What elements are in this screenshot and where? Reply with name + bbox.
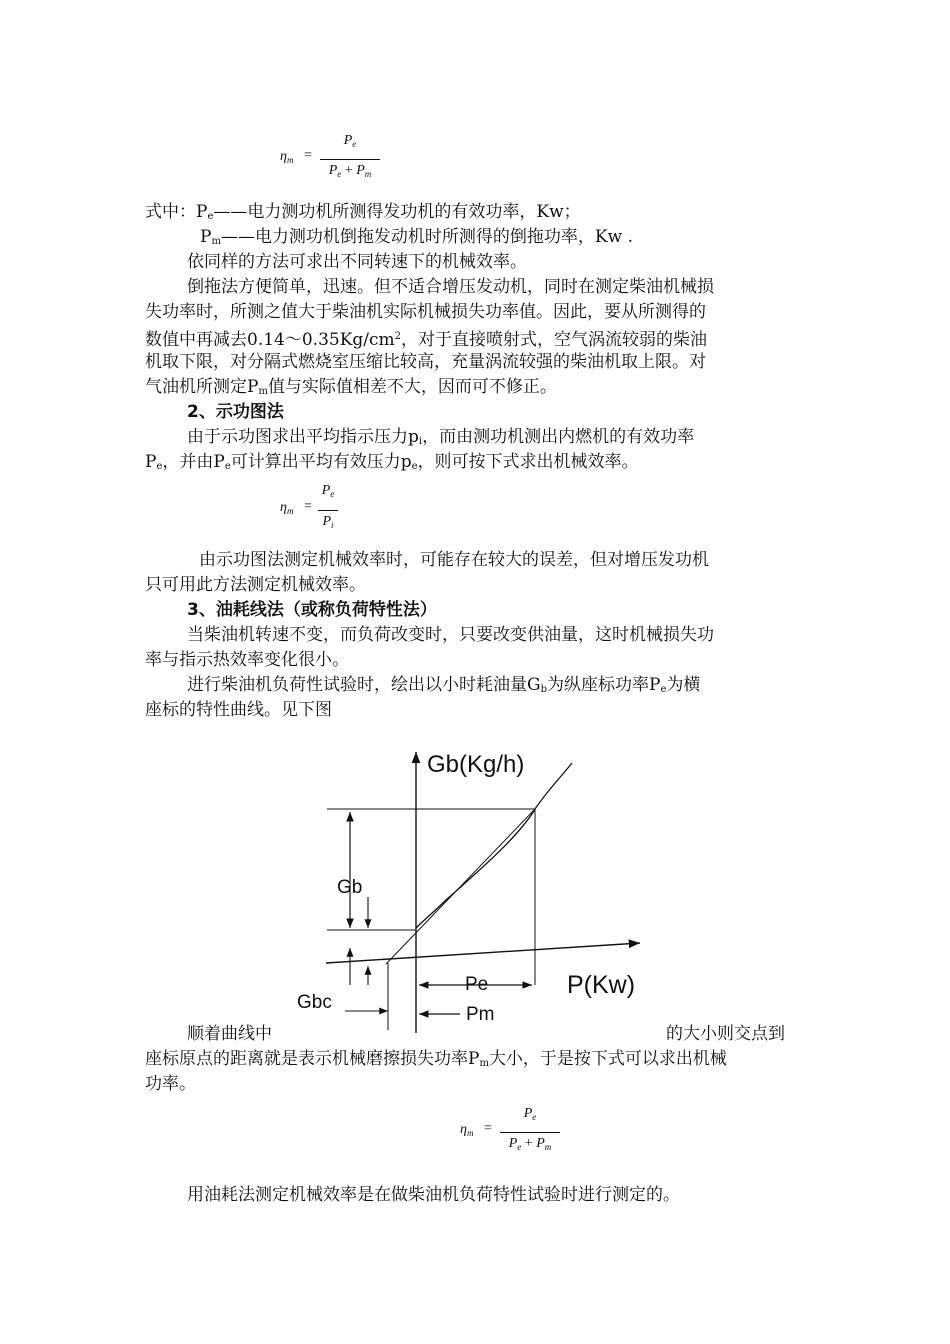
formula-equals: = (304, 148, 312, 163)
heading-indicator-diagram-method: 2、示功图法 (187, 402, 284, 422)
fuel-curve (416, 763, 572, 928)
para-fuel2-line-1: 进行柴油机负荷性试验时，绘出以小时耗油量$G_b$为纵座标功率$P_e$为横 (187, 675, 701, 695)
closing-line: 用油耗法测定机械效率是在做柴油机负荷特性试验时进行测定的。 (187, 1185, 680, 1205)
para-reverse-line-3: 数值中再减去$0.14\sim 0.35Kg/cm^2$，对于直接喷射式，空气涡流较弱的柴油 (145, 330, 708, 350)
para-curve-line-1-right: 的大小则交点到 (666, 1024, 785, 1044)
x-axis-label: P(Kw) (567, 971, 636, 999)
para-indicator-line-1: 由于示功图求出平均指示压力$p_i$，而由测功机测出内燃机的有效功率 (187, 427, 695, 447)
pm-label: Pm (466, 1004, 495, 1025)
para-reverse-line-5: 气油机所测定$P_m$值与实际值相差不大，因而可不修正。 (145, 377, 557, 397)
definition-pe: 式中：$P_e——$电力测功机所测得发功机的有效功率，Kw； (145, 202, 581, 222)
formula-mechanical-efficiency-2: $\eta_m$ = $P_e$ $P_i$ (280, 483, 360, 543)
definition-pm: $P_m——$电力测功机倒拖发动机时所测得的倒拖功率，Kw . (200, 227, 633, 247)
para-fuel2-line-2: 座标的特性曲线。见下图 (145, 700, 332, 720)
para-curve-line-2: 座标原点的距离就是表示机械磨擦损失功率$P_m$大小，于是按下式可以求出机械 (145, 1049, 727, 1069)
formula-mechanical-efficiency-1: $\eta_m$ = $P_e$ $P_e + P_m$ (280, 135, 390, 195)
para-fuel1-line-2: 率与指示热效率变化很小。 (145, 650, 349, 670)
fuel-consumption-characteristic-figure (290, 740, 660, 1040)
para-indicator-line-2: $P_e$，并由$P_e$可计算出平均有效压力$p_e$，则可按下式求出机械效率。 (145, 452, 639, 472)
para-curve-line-1-left: 顺着曲线中 (187, 1024, 272, 1044)
extrapolation-line (386, 809, 535, 964)
pe-label: Pe (465, 974, 489, 995)
line-same-method: 依同样的方法可求出不同转速下的机械效率。 (187, 252, 527, 272)
para-error-line-1: 由示功图法测定机械效率时，可能存在较大的误差，但对增压发功机 (199, 550, 709, 570)
gbc-label: Gbc (297, 992, 332, 1013)
para-fuel1-line-1: 当柴油机转速不变，而负荷改变时，只要改变供油量，这时机械损失功 (187, 625, 714, 645)
heading-fuel-consumption-method: 3、油耗线法（或称负荷特性法） (187, 600, 437, 620)
gb-label: Gb (337, 877, 363, 898)
para-reverse-line-2: 失功率时，所测之值大于柴油机实际机械损失功率值。因此，要从所测得的 (145, 302, 706, 322)
formula-symbol: η (280, 149, 287, 164)
para-error-line-2: 只可用此方法测定机械效率。 (145, 575, 366, 595)
formula-mechanical-efficiency-3: $\eta_m$ = $P_e$ $P_e + P_m$ (460, 1108, 570, 1168)
para-reverse-line-4: 机取下限，对分隔式燃烧室压缩比较高，充量涡流较强的柴油机取上限。对 (145, 352, 706, 372)
fraction-bar (318, 510, 338, 511)
fraction-bar (500, 1132, 560, 1133)
y-axis-label: Gb(Kg/h) (427, 751, 525, 778)
para-curve-line-3: 功率。 (145, 1074, 196, 1094)
x-axis (326, 943, 640, 963)
para-reverse-line-1: 倒拖法方便简单，迅速。但不适合增压发动机，同时在测定柴油机械损 (187, 277, 714, 297)
fraction-bar (320, 159, 380, 160)
